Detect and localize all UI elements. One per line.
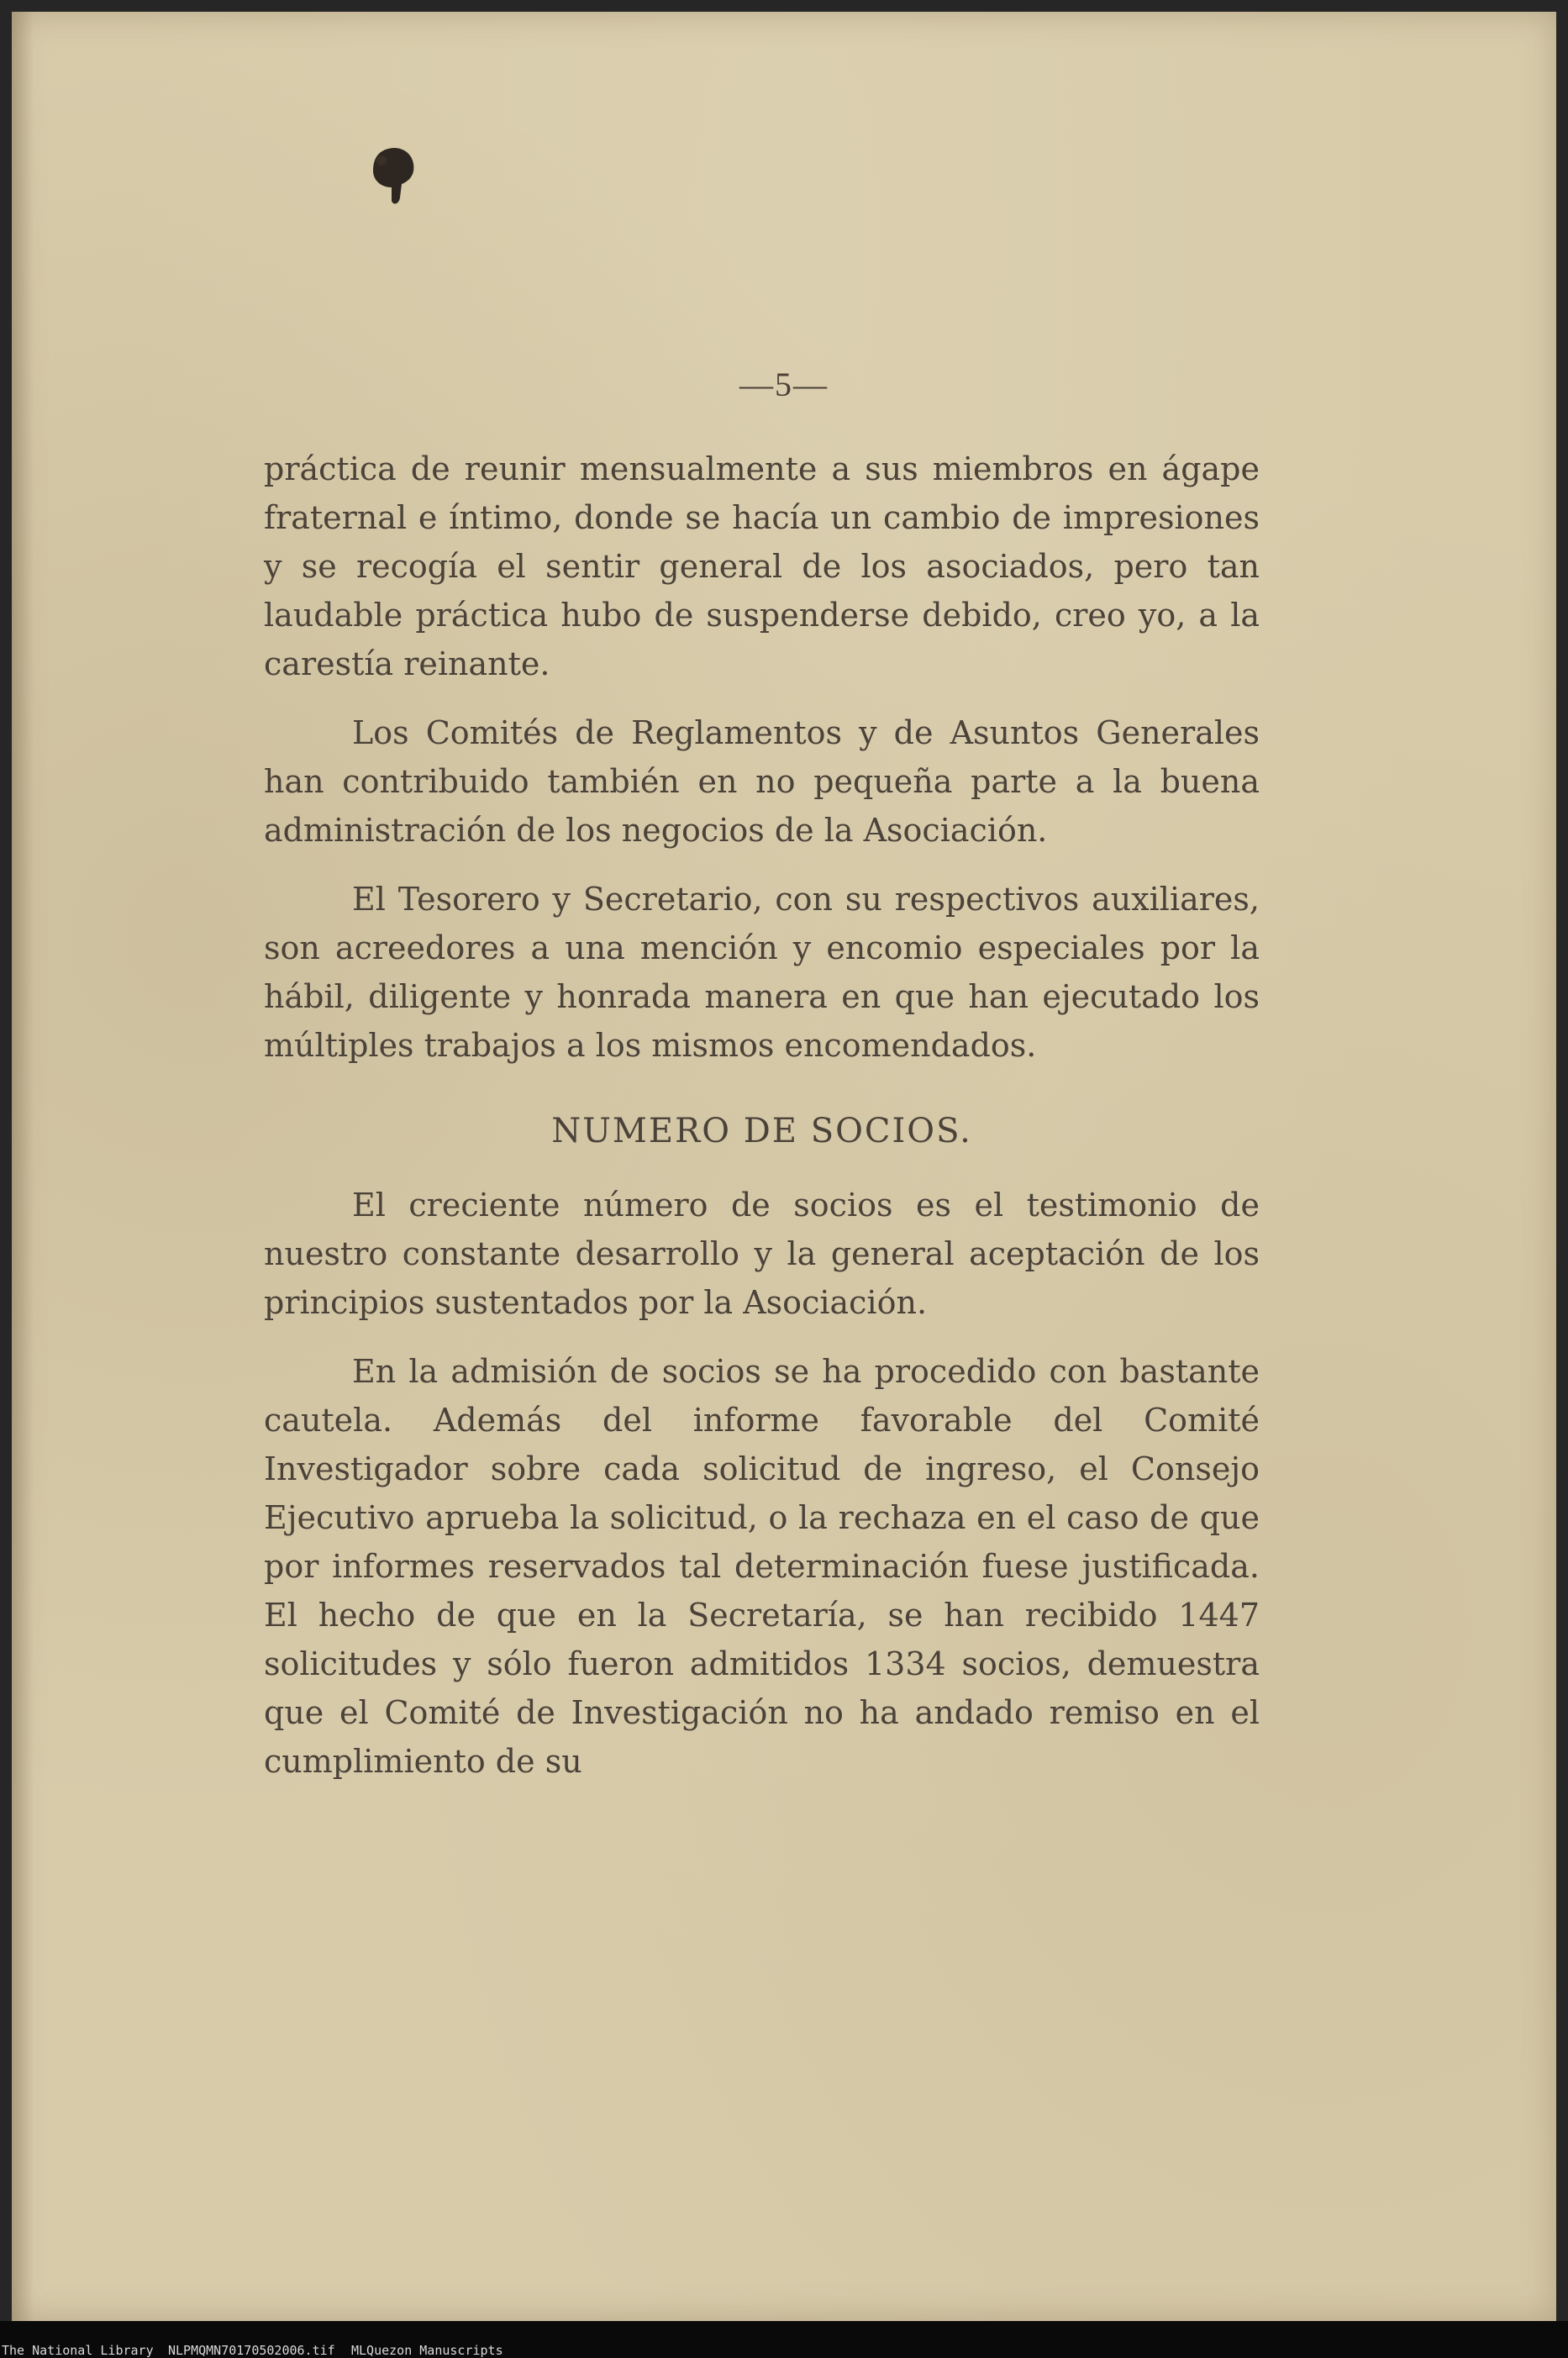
ink-blot-mark <box>363 142 422 209</box>
section-heading-numero-de-socios: NUMERO DE SOCIOS. <box>551 1112 972 1150</box>
footer-collection: MLQuezon Manuscripts <box>351 2343 503 2358</box>
page-fold-shadow <box>12 12 34 2321</box>
body-text <box>264 445 1260 1806</box>
footer-library-name: The National Library <box>2 2343 154 2358</box>
paragraph-comites: Los Comités de Reglamentos y de Asuntos Generales han contribuido también en no pequeña parte a la buena administración de los negocios de la Asociación. <box>264 714 1260 849</box>
paragraph-admision-socios: En la admisión de socios se ha procedido con bastante cautela. Además del informe favorable del Comité Investigador sobre cada solicitud de ingreso, el Consejo Ejecutivo aprueba la solicitud, o la rechaza en el caso de que por informes reservados tal determinación fuese justificada. El hecho de que en la Secretaría, se han recibido 1447 solicitudes y sólo fueron admitidos 1334 socios, demuestra que el Comité de Investigación no ha andado remiso en el cumplimiento de su <box>264 1353 1260 1780</box>
page-number: —5— <box>739 366 829 403</box>
document-page <box>12 12 1556 2321</box>
paragraph-creciente-numero: El creciente número de socios es el testimonio de nuestro constante desarrollo y la general aceptación de los principios sustentados por la Asociación. <box>264 1187 1260 1321</box>
footer-file-id: NLPMQMN70170502006.tif <box>168 2343 335 2358</box>
paragraph-tesorero: El Tesorero y Secretario, con su respectivos auxiliares, son acreedores a una mención y encomio especiales por la hábil, diligente y honrada manera en que han ejecutado los múltiples trabajos a los mismos encomendados. <box>264 881 1260 1064</box>
scan-metadata-footer <box>0 2321 1568 2358</box>
paragraph-continuation: práctica de reunir mensualmente a sus miembros en ágape fraternal e íntimo, donde se hacía un cambio de impresiones y se recogía el sentir general de los asociados, pero tan laudable práctica hubo de suspenderse debido, creo yo, a la carestía reinante. <box>264 450 1260 682</box>
